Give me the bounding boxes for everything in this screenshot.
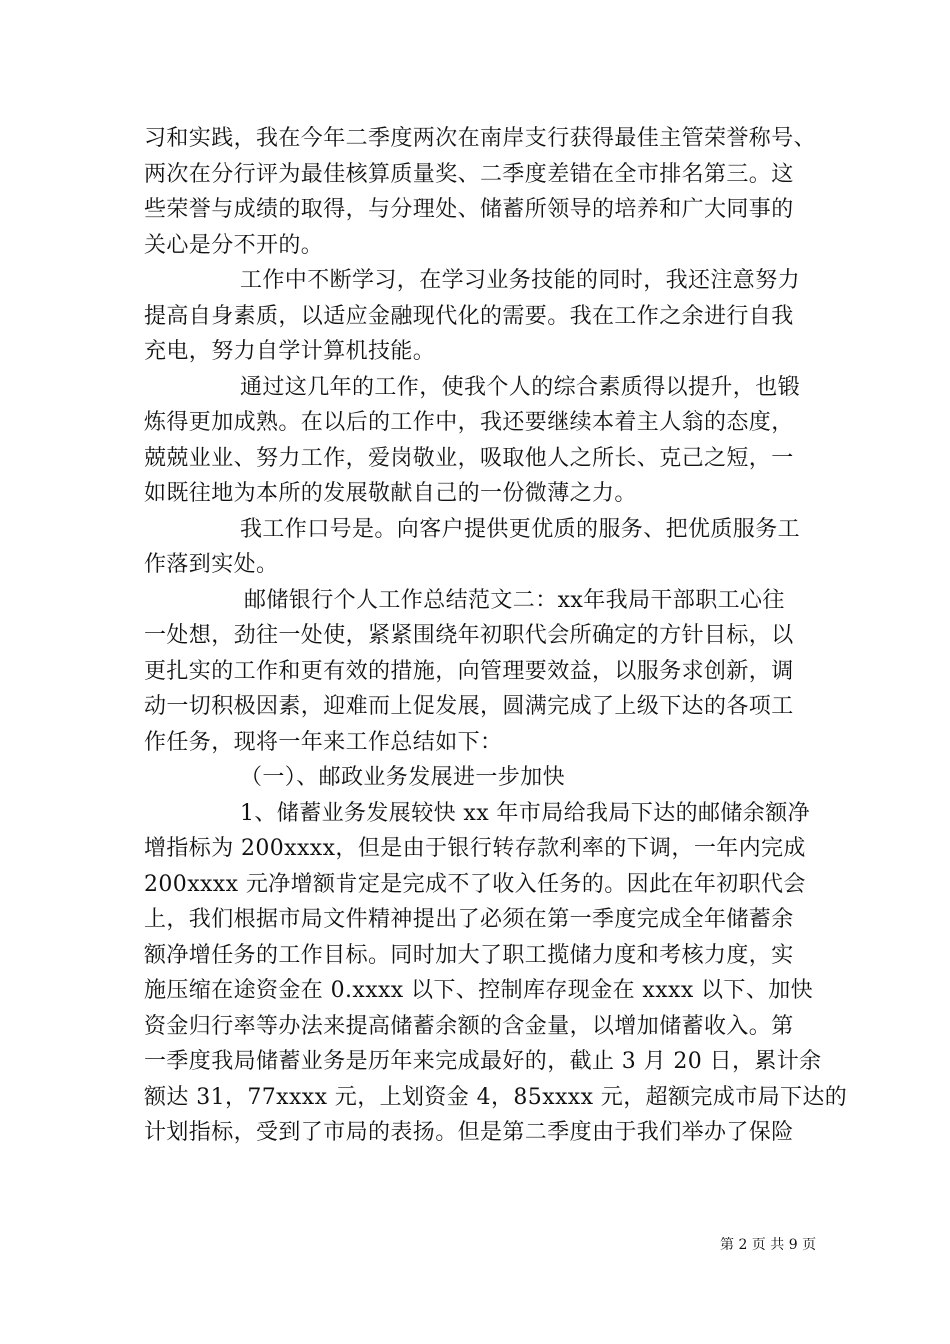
paragraph-start-line: 1、储蓄业务发展较快 xx 年市局给我局下达的邮储余额净 bbox=[240, 800, 810, 826]
text-line: 充电，努力自学计算机技能。 bbox=[144, 339, 436, 364]
text-line: 额净增任务的工作目标。同时加大了职工揽储力度和考核力度，实 bbox=[144, 942, 794, 968]
text-line: 动一切积极因素，迎难而上促发展，圆满完成了上级下达的各项工 bbox=[144, 694, 794, 719]
text-line: 更扎实的工作和更有效的措施，向管理要效益，以服务求创新，调 bbox=[144, 658, 794, 684]
text-line: 兢兢业业、努力工作，爱岗敬业，吸取他人之所长、克己之短，一 bbox=[144, 445, 794, 471]
text-line: 炼得更加成熟。在以后的工作中，我还要继续本着主人翁的态度， bbox=[144, 410, 794, 435]
page-number-footer: 第 2 页 共 9 页 bbox=[720, 1237, 817, 1253]
text-line: 一季度我局储蓄业务是历年来完成最好的，截止 3 月 20 日，累计余 bbox=[144, 1049, 822, 1074]
paragraph-start-line: 工作中不断学习，在学习业务技能的同时，我还注意努力 bbox=[240, 268, 801, 293]
section-heading: （一）、邮政业务发展进一步加快 bbox=[240, 765, 566, 790]
text-line: 两次在分行评为最佳核算质量奖、二季度差错在全市排名第三。这 bbox=[144, 161, 794, 187]
paragraph-start-line: 通过这几年的工作，使我个人的综合素质得以提升，也锻 bbox=[240, 374, 801, 400]
text-line: 些荣誉与成绩的取得，与分理处、储蓄所领导的培养和广大同事的 bbox=[144, 197, 794, 222]
text-line: 关心是分不开的。 bbox=[144, 232, 324, 258]
text-line: 计划指标，受到了市局的表扬。但是第二季度由于我们举办了保险 bbox=[144, 1120, 794, 1145]
text-line: 上，我们根据市局文件精神提出了必须在第一季度完成全年储蓄余 bbox=[144, 907, 794, 932]
text-line: 施压缩在途资金在 0.xxxx 以下、控制库存现金在 xxxx 以下、加快 bbox=[144, 978, 814, 1003]
paragraph-start-line: 我工作口号是。向客户提供更优质的服务、把优质服务工 bbox=[240, 516, 801, 542]
text-line: 习和实践，我在今年二季度两次在南岸支行获得最佳主管荣誉称号、 bbox=[144, 126, 817, 151]
body-text bbox=[144, 121, 848, 1151]
paragraph-start-line: 邮储银行个人工作总结范文二：xx年我局干部职工心往 bbox=[244, 587, 785, 613]
text-line: 额达 31，77xxxx 元，上划资金 4，85xxxx 元，超额完成市局下达的 bbox=[144, 1084, 848, 1110]
text-line: 增指标为 200xxxx，但是由于银行转存款利率的下调，一年内完成 bbox=[144, 836, 806, 861]
text-line: 一处想，劲往一处使，紧紧围绕年初职代会所确定的方针目标，以 bbox=[144, 623, 794, 648]
text-line: 作任务，现将一年来工作总结如下： bbox=[144, 729, 503, 755]
text-line: 作落到实处。 bbox=[144, 552, 279, 577]
text-line: 提高自身素质，以适应金融现代化的需要。我在工作之余进行自我 bbox=[144, 303, 794, 329]
text-line: 资金归行率等办法来提高储蓄余额的含金量，以增加储蓄收入。第 bbox=[144, 1013, 794, 1039]
text-line: 如既往地为本所的发展敬献自己的一份微薄之力。 bbox=[144, 481, 637, 506]
text-line: 200xxxx 元净增额肯定是完成不了收入任务的。因此在年初职代会 bbox=[144, 871, 806, 897]
